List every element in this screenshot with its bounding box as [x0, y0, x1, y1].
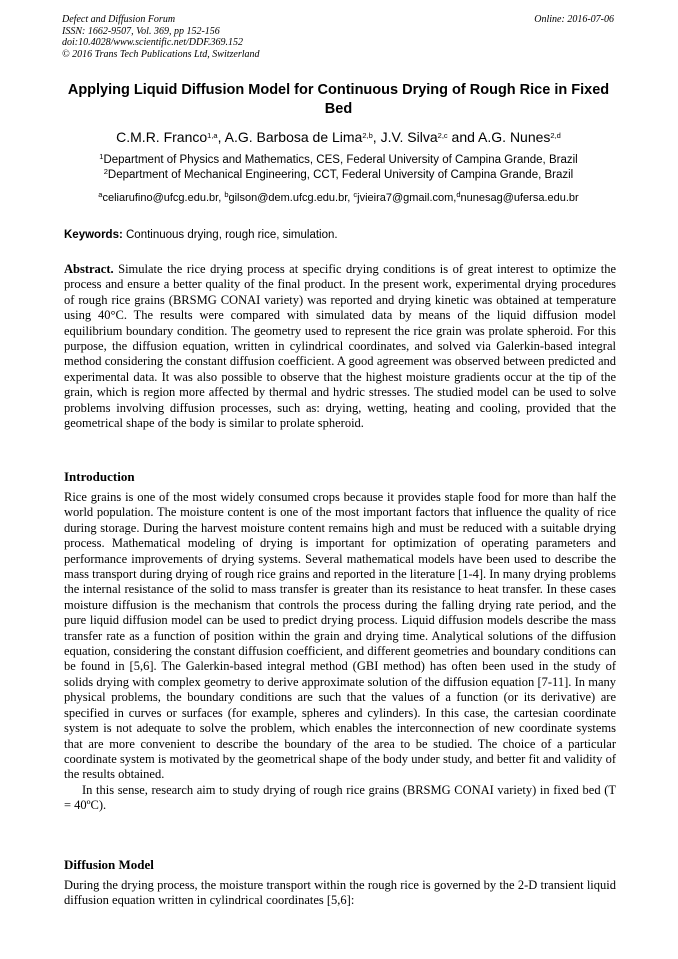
affiliation-line: $^2$Department of Mechanical Engineering, CCT, Federal University of Campina Grande, Brazil — [103, 167, 574, 181]
email-link[interactable]: celiarufino@ufcg.edu.br, — [102, 192, 225, 204]
author-name: C.M.R. Franco — [116, 129, 208, 145]
keywords — [64, 228, 616, 242]
paper-title: Applying Liquid Diffusion Model for Continuous Drying of Rough Rice in Fixed Bed — [67, 82, 610, 117]
abstract-text: Simulate the rice drying process at specific drying conditions is of great interest to optimize the process and ensure a better quality of the final product. In the present work, experimental drying procedures of rough rice grains (BRSMG CONAI variety) was reported and drying kinetic was obtained at temperature using 40°C. The results were compared with simulated data by means of the liquid diffusion model equilibrium boundary condition. The geometry used to represent the rice grain was prolate spheroid. For this purpose, the diffusion equation, written in cylindrical coordinates, and solved via Galerkin-based integral method considering the constant diffusion coefficient. A good agreement was observed between predicted and experimental data. It was also possible to observe that the highest moisture gradients occur at the tip of the grain, which is region more affected by thermal and hydric stresses. The studied model can be used to solve problems involving diffusion processes, such as: drying, wetting, heating and cooling, provided that the geometrical shape of the body is similar to prolate spheroid. — [64, 262, 616, 431]
paragraph: During the drying process, the moisture transport within the rough rice is governed by the 2-D transient liquid diffusion equation written in cylindrical coordinates [5,6]: — [64, 878, 616, 908]
introduction-body — [64, 490, 616, 814]
email-link[interactable]: gilson@dem.ufcg.edu.br, — [228, 192, 354, 204]
doi-line: doi:10.4028/www.scientific.net/DDF.369.152 — [62, 37, 244, 48]
author-sup: 2,b — [362, 131, 373, 140]
paragraph: Rice grains is one of the most widely consumed crops because it provides staple food for more than half the world population. The moisture content is one of the most important factors that influence the quality of rice during storage. During the harvest moisture content remains high and must be reduced with a suitable drying process. Mathematical modeling of drying is important for optimization of operating parameters and performance improvements of drying systems. Several mathematical models have been used to describe the mass transport during drying of rough rice grains and reported in the literature [1-4]. In many drying problems the internal resistance of the solid to mass transfer is greater than its resistance to heat transfer. In these cases moisture diffusion is the mechanism that controls the process during the falling drying rate period, and the pure liquid diffusion model can be used to predict drying process. Liquid diffusion models describe the mass transfer rate as a function of position within the grain and drying time. Analytical solutions of the diffusion equation, considering the constant diffusion coefficient, and different geometries and boundary conditions can be found in [5,6]. The Galerkin-based integral method (GBI method) has often been used in the study of solids drying with complex geometry to derive approximate solution of the diffusion equation [7-11]. In many physical problems, the boundary conditions are such that the values of a function (or its derivative) are specified in curves or surfaces (for example, spheres and cylinders). In this case, the cartesian coordinate system is not adequate to solve the problem, which enables the interconnection of new coordinate systems that are more convenient to describe the boundary of the area to be studied. The choice of a particular coordinate system is motivated by the geometrical shape of the body under study, and better fit and validity of the results obtained. — [64, 490, 616, 782]
affiliations — [62, 153, 615, 183]
author-sup: 2,d — [550, 131, 561, 140]
affiliation-line: $^1$Department of Physics and Mathematics, CES, Federal University of Campina Grande, Brazil — [99, 152, 578, 166]
abstract-label: Abstract. — [64, 262, 114, 276]
journal-header — [62, 14, 260, 60]
paragraph: In this sense, research aim to study drying of rough rice grains (BRSMG CONAI variety) in fixed bed (T = 40ºC). — [64, 782, 616, 813]
email-list: $^a$celiarufino@ufcg.edu.br, $^b$gilson@dem.ufcg.edu.br, $^c$jvieira7@gmail.com,$^d$nunesag@ufersa.edu.br — [98, 190, 579, 204]
author-name: A.G. Nunes — [478, 129, 551, 145]
keywords-text: Continuous drying, rough rice, simulation. — [122, 229, 338, 241]
author-list: C.M.R. Franco$^{1,a}$, A.G. Barbosa de Lima$^{2,b}$, J.V. Silva$^{2,c}$ and A.G. Nunes$^{2,d}$ — [116, 129, 561, 145]
introduction-heading: Introduction — [64, 469, 135, 484]
email-link[interactable]: jvieira7@gmail.com, — [357, 192, 457, 204]
online-date: Online: 2016-07-06 — [534, 14, 614, 25]
author-name: A.G. Barbosa de Lima — [224, 129, 363, 145]
diffusion-model-heading: Diffusion Model — [64, 857, 154, 872]
copyright-line: © 2016 Trans Tech Publications Ltd, Switzerland — [62, 48, 260, 60]
author-sup: 2,c — [437, 131, 448, 140]
author-sup: 1,a — [207, 131, 218, 140]
abstract — [64, 262, 616, 431]
author-name: J.V. Silva — [380, 129, 438, 145]
diffusion-model-body — [64, 878, 616, 909]
issn-line: ISSN: 1662-9507, Vol. 369, pp 152-156 — [62, 25, 220, 37]
journal-name: Defect and Diffusion Forum — [62, 14, 176, 25]
email-link[interactable]: nunesag@ufersa.edu.br — [460, 192, 579, 204]
keywords-label: Keywords: — [64, 229, 123, 241]
